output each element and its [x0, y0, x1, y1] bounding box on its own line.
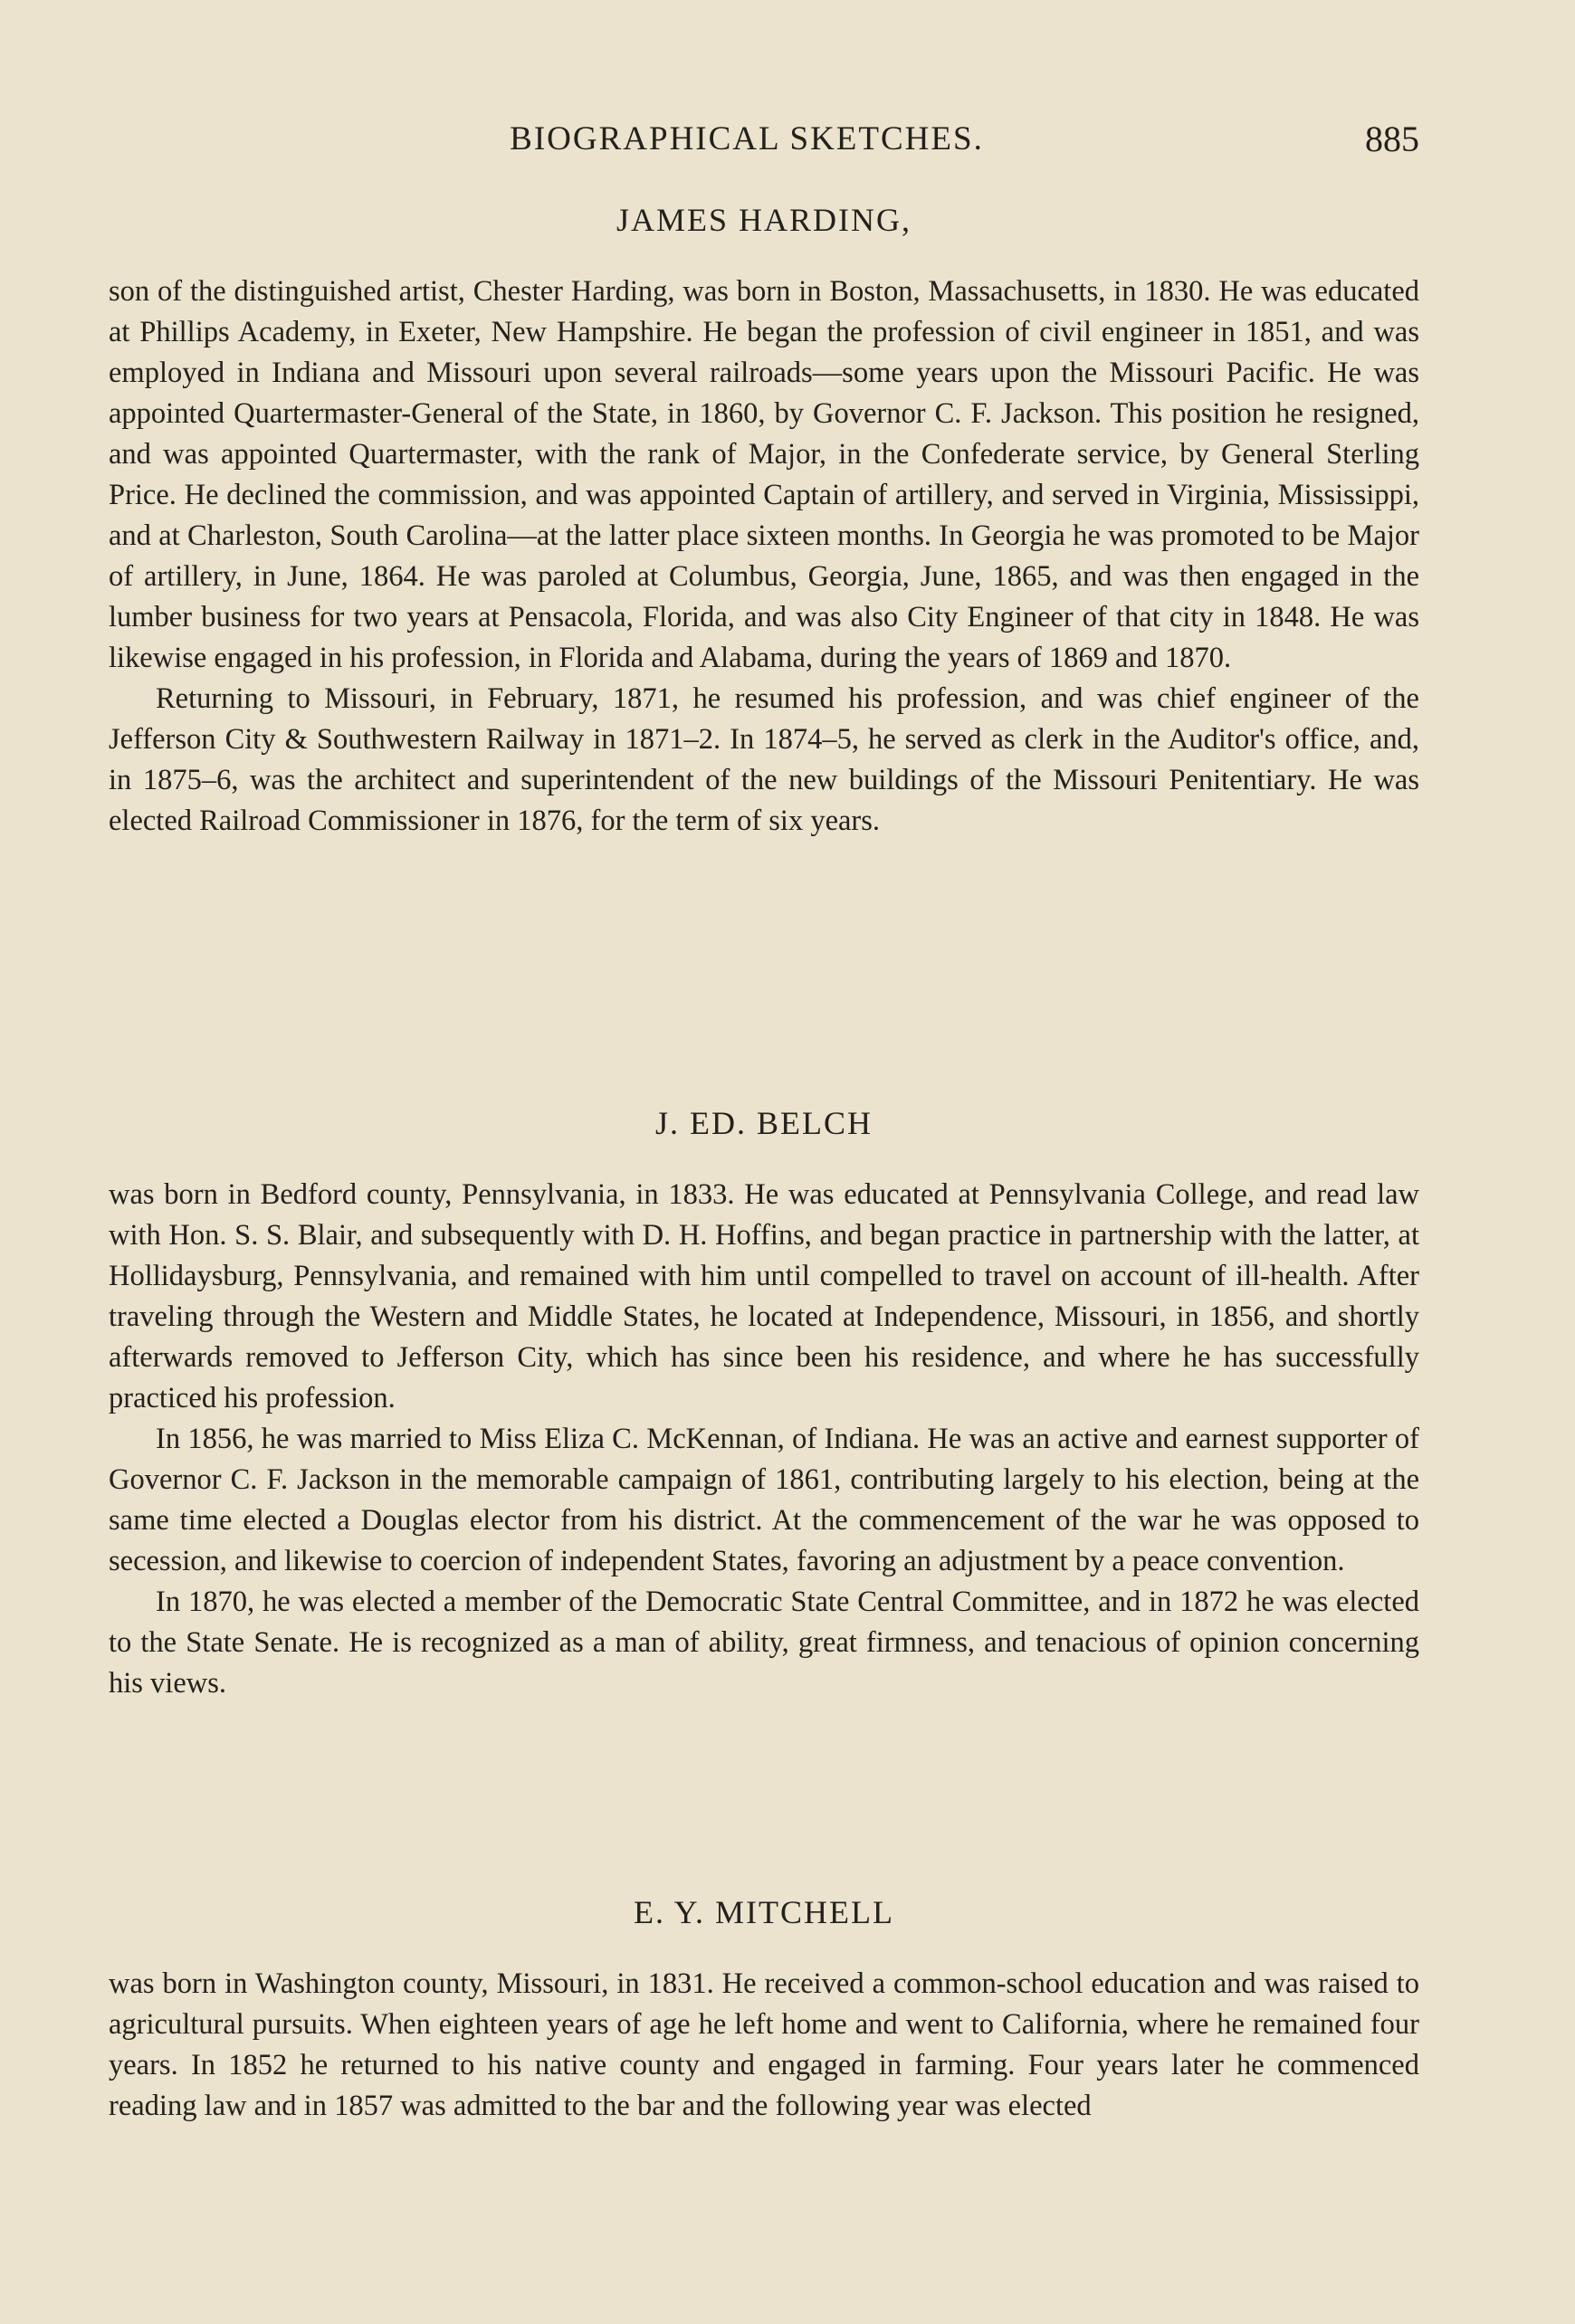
running-head	[0, 114, 1575, 165]
paragraph: In 1870, he was elected a member of the Democratic State Central Committee, and in 1872 he was elected to the State Senate. He is recognized as a man of ability, great firmness, and tenacious of opinion concerning his views.	[109, 1586, 1419, 1700]
sketch-e-y-mitchell	[109, 1890, 1419, 2127]
paragraph: Returning to Missouri, in February, 1871, he resumed his profession, and was chief engineer of the Jefferson City & Southwestern Railway in 1871–2. In 1874–5, he served as clerk in the Auditor's office, and, in 1875–6, was the architect and superintendent of the new buildings of the Missouri Penitentiary. He was elected Railroad Commissioner in 1876, for the term of six years.	[109, 682, 1419, 837]
running-title: BIOGRAPHICAL SKETCHES.	[510, 120, 984, 157]
sketch-heading: J. ED. BELCH	[655, 1105, 873, 1141]
sketch-heading: JAMES HARDING,	[616, 202, 912, 238]
sketch-james-harding	[109, 197, 1419, 842]
paragraph: was born in Washington county, Missouri, in 1831. He received a common-school education and was raised to agricultural pursuits. When eighteen years of age he left home and went to California, where he remained four years. In 1852 he returned to his native county and engaged in farming. Four years later he commenced reading law and in 1857 was admitted to the bar and the following year was elected	[109, 1967, 1419, 2122]
sketch-j-ed-belch	[109, 1100, 1419, 1704]
paragraph: In 1856, he was married to Miss Eliza C. McKennan, of Indiana. He was an active and earnest supporter of Governor C. F. Jackson in the memorable campaign of 1861, contributing largely to his election, being at the same time elected a Douglas elector from his district. At the commencement of the war he was opposed to secession, and likewise to coercion of independent States, favoring an adjustment by a peace convention.	[109, 1423, 1419, 1577]
paragraph: son of the distinguished artist, Chester Harding, was born in Boston, Massachusetts, in 1830. He was educated at Phillips Academy, in Exeter, New Hampshire. He began the profession of civil engineer in 1851, and was employed in Indiana and Missouri upon several railroads—some years upon the Missouri Pacific. He was appointed Quartermaster-General of the State, in 1860, by Governor C. F. Jackson. This position he resigned, and was appointed Quartermaster, with the rank of Major, in the Confederate service, by General Sterling Price. He declined the commission, and was appointed Captain of artillery, and served in Virginia, Mississippi, and at Charleston, South Carolina—at the latter place sixteen months. In Georgia he was promoted to be Major of artillery, in June, 1864. He was paroled at Columbus, Georgia, June, 1865, and was then engaged in the lumber business for two years at Pensacola, Florida, and was also City Engineer of that city in 1848. He was likewise engaged in his profession, in Florida and Alabama, during the years of 1869 and 1870.	[109, 275, 1419, 674]
sketch-heading: E. Y. MITCHELL	[634, 1894, 894, 1930]
page-number: 885	[1365, 119, 1419, 159]
paragraph: was born in Bedford county, Pennsylvania, in 1833. He was educated at Pennsylvania College, and read law with Hon. S. S. Blair, and subsequently with D. H. Hoffins, and began practice in partnership with the latter, at Hollidaysburg, Pennsylvania, and remained with him until compelled to travel on account of ill-health. After traveling through the Western and Middle States, he located at Independence, Missouri, in 1856, and shortly afterwards removed to Jefferson City, which has since been his residence, and where he has successfully practiced his profession.	[109, 1178, 1419, 1414]
